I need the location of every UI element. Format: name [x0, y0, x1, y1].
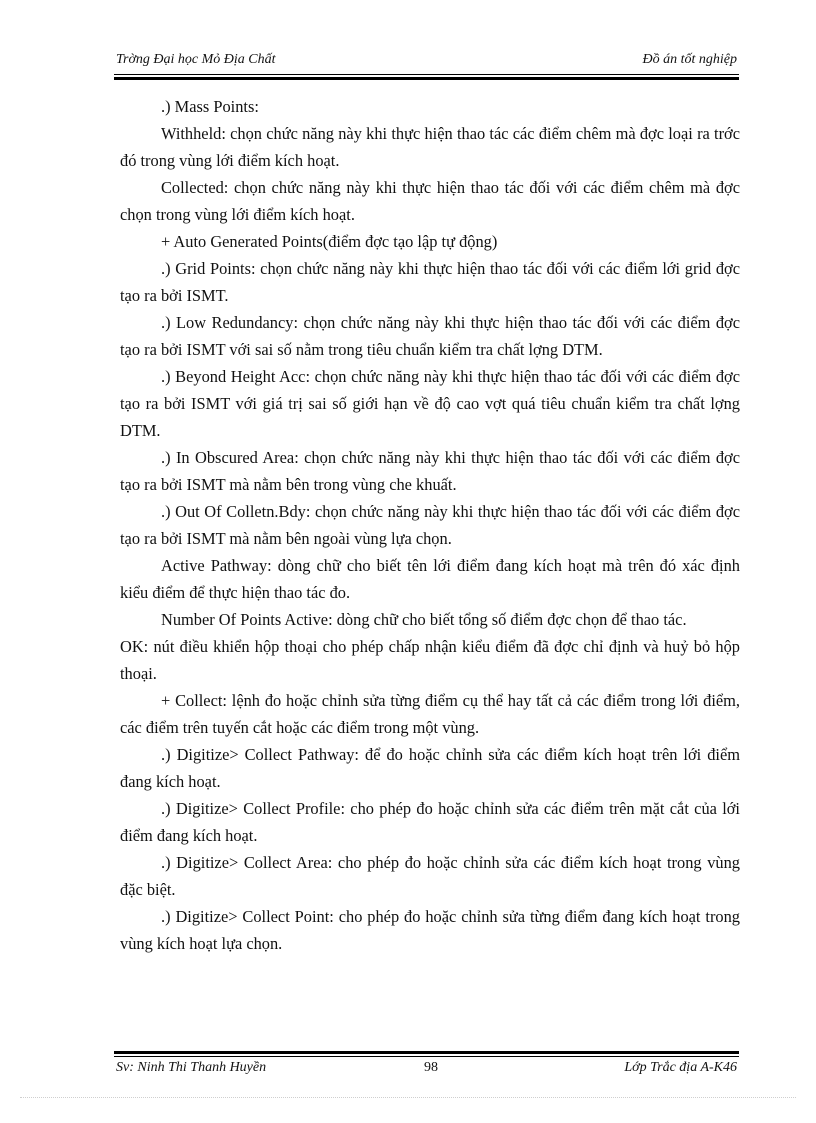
page-header [114, 50, 739, 70]
body-paragraph: .) Out Of Colletn.Bdy: chọn chức năng này khi thực hiện thao tác đối với các điểm đợc tạo ra bởi ISMT mà nằm bên ngoài vùng lựa chọn. [120, 502, 740, 548]
footer-rule-thin [114, 1056, 739, 1057]
body-paragraph: Withheld: chọn chức năng này khi thực hiện thao tác các điểm chêm mà đợc loại ra trớc đó trong vùng lới điểm kích hoạt. [120, 124, 740, 170]
body-paragraph: .) Beyond Height Acc: chọn chức năng này khi thực hiện thao tác đối với các điểm đợc tạo ra bởi ISMT với giá trị sai số giới hạn về độ cao vợt quá tiêu chuẩn kiểm tra chất lợng DTM. [120, 367, 740, 440]
body-paragraph: .) Digitize> Collect Pathway: để đo hoặc chỉnh sửa các điểm kích hoạt trên lới điểm đang kích hoạt. [120, 745, 740, 791]
body-paragraph: Collected: chọn chức năng này khi thực hiện thao tác đối với các điểm chêm mà đợc chọn trong vùng lới điểm kích hoạt. [120, 178, 740, 224]
page-number: 98 [424, 1060, 438, 1075]
page-edge-divider [20, 1097, 796, 1098]
body-paragraph: .) Digitize> Collect Profile: cho phép đo hoặc chỉnh sửa các điểm trên mặt cắt của lới điểm đang kích hoạt. [120, 799, 740, 845]
header-rule-thin [114, 74, 739, 75]
body-paragraph: .) In Obscured Area: chọn chức năng này khi thực hiện thao tác đối với các điểm đợc tạo ra bởi ISMT mà nằm bên trong vùng che khuất. [120, 448, 740, 494]
body-paragraph: .) Digitize> Collect Area: cho phép đo hoặc chỉnh sửa các điểm kích hoạt trong vùng đặc biệt. [120, 853, 740, 899]
header-doc-type: Đồ án tốt nghiệp [642, 52, 737, 67]
body-paragraph: OK: nút điều khiển hộp thoại cho phép chấp nhận kiểu điểm đã đợc chỉ định và huỷ bỏ hộp thoại. [120, 637, 740, 683]
footer-class: Lớp Trắc địa A-K46 [624, 1060, 737, 1075]
page-body [120, 93, 740, 957]
body-paragraph: + Auto Generated Points(điểm đợc tạo lập tự động) [161, 232, 498, 251]
header-rule-thick [114, 77, 739, 80]
body-paragraph: Active Pathway: dòng chữ cho biết tên lới điểm đang kích hoạt mà trên đó xác định kiểu điểm để thực hiện thao tác đo. [120, 556, 740, 602]
body-paragraph: + Collect: lệnh đo hoặc chỉnh sửa từng điểm cụ thể hay tất cả các điểm trong lới điểm, các điểm trên tuyến cắt hoặc các điểm trong một vùng. [120, 691, 740, 737]
footer-rule-thick [114, 1051, 739, 1054]
page-footer [114, 1058, 739, 1078]
header-school: Trờng Đại học Mỏ Địa Chất [116, 52, 276, 67]
body-paragraph: .) Grid Points: chọn chức năng này khi thực hiện thao tác đối với các điểm lới grid đợc tạo ra bởi ISMT. [120, 259, 740, 305]
body-paragraph: .) Mass Points: [161, 97, 259, 116]
body-paragraph: .) Digitize> Collect Point: cho phép đo hoặc chỉnh sửa từng điểm đang kích hoạt trong vùng kích hoạt lựa chọn. [120, 907, 740, 953]
footer-student: Sv: Ninh Thi Thanh Huyền [116, 1060, 267, 1075]
body-paragraph: Number Of Points Active: dòng chữ cho biết tổng số điểm đợc chọn để thao tác. [161, 610, 687, 629]
body-paragraph: .) Low Redundancy: chọn chức năng này khi thực hiện thao tác đối với các điểm đợc tạo ra bởi ISMT với sai số nằm trong tiêu chuẩn kiểm tra chất lợng DTM. [120, 313, 740, 359]
